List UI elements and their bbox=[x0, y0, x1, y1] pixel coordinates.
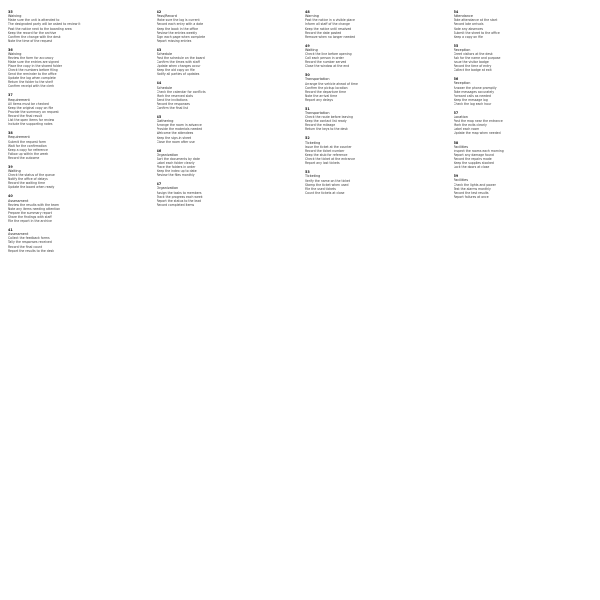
list-entry bbox=[8, 131, 147, 160]
entry-title: Gathering bbox=[156, 119, 174, 124]
entry-line: Collect the feedback forms bbox=[8, 236, 50, 241]
entry-line: List the open items for review bbox=[8, 118, 55, 123]
entry-line: Follow up within the week bbox=[8, 151, 49, 156]
entry-title: Schedule bbox=[156, 51, 173, 56]
entry-line: Check the numbers before filing bbox=[8, 68, 58, 73]
entry-line: Keep a copy for reference bbox=[8, 147, 48, 152]
entry-number: 43 bbox=[156, 47, 162, 52]
entry-line: Check the route before leaving bbox=[305, 115, 353, 120]
entry-number: 51 bbox=[305, 106, 310, 111]
entry-line: Include the supporting notes bbox=[8, 122, 53, 127]
entry-line: Keep the index up to date bbox=[156, 169, 197, 174]
entry-line: Confirm the final list bbox=[156, 105, 188, 110]
list-entry bbox=[157, 10, 296, 43]
entry-line: File the used tickets bbox=[305, 186, 336, 191]
entry-line: Share the findings with staff bbox=[8, 214, 52, 219]
entry-line: Post the map near the entrance bbox=[453, 119, 503, 124]
entry-line: Greet visitors at the desk bbox=[453, 52, 493, 57]
entry-line: Count the tickets at close bbox=[305, 190, 345, 195]
entry-line: Test the alarms monthly bbox=[453, 186, 491, 191]
entry-line: Keep a copy on file bbox=[453, 34, 483, 39]
entry-line: Prepare the summary report bbox=[8, 210, 52, 215]
entry-line: Lock the doors at close bbox=[453, 165, 490, 170]
entry-line: Check the status of the queue bbox=[8, 173, 55, 178]
entry-title: Reception bbox=[453, 81, 471, 86]
entry-line: Place the copy in the shared folder bbox=[8, 64, 63, 69]
entry-line: Post the schedule on the board bbox=[156, 56, 205, 61]
list-entry bbox=[305, 44, 444, 69]
list-entry bbox=[8, 194, 147, 223]
entry-line: Record late arrivals bbox=[453, 22, 484, 27]
entry-title: Waiving bbox=[8, 51, 22, 56]
entry-number: 38 bbox=[8, 131, 13, 136]
entry-line: Note the time of the request bbox=[8, 38, 53, 43]
entry-line: Provide the materials needed bbox=[156, 127, 203, 132]
entry-title: Facilities bbox=[453, 144, 469, 149]
entry-line: Record the outcome bbox=[8, 155, 40, 160]
entry-line: The designated party will be asked to review it bbox=[8, 22, 81, 27]
entry-line: Review the form for accuracy bbox=[8, 56, 54, 61]
text-column-4 bbox=[454, 10, 593, 594]
entry-title: Organization bbox=[156, 186, 179, 191]
entry-line: Verify the name on the ticket bbox=[305, 178, 351, 183]
entry-line: Provide the summary on request bbox=[8, 109, 59, 114]
list-entry bbox=[157, 115, 296, 144]
text-column-1 bbox=[8, 10, 147, 594]
list-entry bbox=[305, 73, 444, 102]
entry-line: Confirm the change with the desk bbox=[8, 34, 61, 39]
entry-line: Post the notice in a visible place bbox=[305, 18, 355, 23]
entry-line: Sign each page when complete bbox=[156, 34, 206, 39]
entry-line: Keep the book in the office bbox=[156, 26, 199, 31]
entry-line: Note the arrival time bbox=[305, 93, 338, 98]
entry-line: Update when changes occur bbox=[156, 64, 201, 69]
entry-line: Report any damage found bbox=[453, 152, 494, 157]
entry-line: Make sure the log is current bbox=[156, 18, 200, 23]
list-entry bbox=[8, 93, 147, 126]
entry-line: Record completed items bbox=[156, 202, 195, 207]
entry-line: Record the responses bbox=[156, 101, 190, 106]
entry-line: Notify all parties of updates bbox=[156, 72, 200, 77]
entry-title: Assessment bbox=[8, 198, 29, 203]
list-entry bbox=[305, 10, 444, 39]
list-entry bbox=[8, 48, 147, 89]
entry-title: Location bbox=[453, 115, 468, 120]
entry-line: Inspect the rooms each morning bbox=[453, 148, 504, 153]
entry-line: Remove when no longer needed bbox=[305, 34, 356, 39]
entry-number: 50 bbox=[305, 73, 310, 78]
entry-line: Inform all staff of the change bbox=[305, 22, 350, 27]
entry-line: Ask for the name and purpose bbox=[453, 56, 501, 61]
entry-number: 36 bbox=[8, 47, 13, 52]
entry-number: 52 bbox=[305, 136, 310, 141]
entry-line: Answer the phone promptly bbox=[453, 85, 497, 90]
entry-line: Confirm the pickup location bbox=[305, 85, 348, 90]
entry-number: 40 bbox=[8, 194, 13, 199]
entry-line: Report missing entries bbox=[156, 38, 192, 43]
entry-line: Mark the exits clearly bbox=[453, 123, 487, 128]
list-entry bbox=[305, 170, 444, 195]
entry-number: 35 bbox=[8, 10, 13, 14]
list-entry bbox=[305, 136, 444, 165]
entry-line: Record the number served bbox=[305, 60, 347, 65]
entry-line: Report the results to the desk bbox=[8, 248, 55, 253]
list-entry bbox=[8, 228, 147, 253]
entry-line: Review the entries weekly bbox=[156, 30, 198, 35]
entry-line: Assign the tasks to members bbox=[156, 190, 202, 195]
entry-line: Issue the ticket at the counter bbox=[305, 144, 352, 149]
entry-title: Waiving bbox=[8, 14, 22, 19]
entry-line: Review the files monthly bbox=[156, 173, 195, 178]
entry-number: 49 bbox=[305, 43, 310, 48]
entry-line: Close the room after use bbox=[156, 139, 195, 144]
entry-line: Check the log each hour bbox=[453, 101, 492, 106]
entry-line: Make sure the entries are signed bbox=[8, 60, 59, 65]
entry-line: Check the lights and power bbox=[453, 182, 496, 187]
entry-number: 53 bbox=[305, 170, 310, 175]
entry-title: Schedule bbox=[156, 85, 173, 90]
entry-line: Report failures at once bbox=[453, 194, 489, 199]
entry-line: Record the final count bbox=[8, 244, 43, 249]
entry-line: Update the board when ready bbox=[8, 185, 55, 190]
entry-number: 48 bbox=[305, 10, 310, 14]
entry-line: Post the notice next to the boarding area bbox=[8, 26, 72, 31]
list-entry bbox=[454, 44, 593, 73]
entry-line: Notify the office of delays bbox=[8, 177, 48, 182]
entry-line: Review the results with the team bbox=[8, 202, 60, 207]
entry-line: Report any delays bbox=[305, 97, 333, 102]
entry-line: Collect the badge at exit bbox=[453, 68, 492, 73]
list-entry bbox=[305, 107, 444, 132]
entry-title: Warning bbox=[305, 14, 319, 19]
entry-line: Record the departure time bbox=[305, 89, 346, 94]
list-entry bbox=[157, 81, 296, 110]
list-entry bbox=[8, 10, 147, 43]
entry-line: Keep the old copy on file bbox=[156, 68, 195, 73]
entry-line: Tally the responses received bbox=[8, 240, 52, 245]
entry-line: Welcome the attendees bbox=[156, 131, 194, 136]
entry-line: Note any items needing attention bbox=[8, 206, 61, 211]
entry-line: Submit the request form bbox=[8, 139, 46, 144]
entry-line: Take attendance at the start bbox=[453, 18, 498, 23]
entry-number: 46 bbox=[156, 148, 162, 153]
entry-title: Transportation bbox=[305, 77, 330, 82]
entry-number: 57 bbox=[453, 110, 459, 115]
entry-line: Arrange the room in advance bbox=[156, 123, 202, 128]
entry-line: Arrange the vehicle ahead of time bbox=[305, 81, 358, 86]
entry-line: All items must be checked bbox=[8, 101, 49, 106]
entry-line: Take messages accurately bbox=[453, 89, 495, 94]
entry-title: Attendance bbox=[453, 14, 473, 19]
list-entry bbox=[157, 48, 296, 77]
list-entry bbox=[8, 165, 147, 190]
entry-line: Send the invitations bbox=[156, 97, 188, 102]
entry-line: Check the ticket at the entrance bbox=[305, 157, 356, 162]
entry-line: Keep the contact list ready bbox=[305, 119, 347, 124]
entry-number: 44 bbox=[156, 81, 162, 86]
entry-line: Record the repairs made bbox=[453, 157, 492, 162]
entry-title: Organization bbox=[156, 152, 179, 157]
list-entry bbox=[157, 149, 296, 178]
entry-line: Forward calls as needed bbox=[453, 93, 491, 98]
entry-title: Reception bbox=[453, 47, 471, 52]
entry-line: Label each folder clearly bbox=[156, 161, 195, 166]
entry-line: Close the window at the end bbox=[305, 64, 350, 69]
entry-number: 37 bbox=[8, 93, 13, 98]
entry-line: Keep the original copy on file bbox=[8, 105, 54, 110]
entry-line: Record each entry with a date bbox=[156, 22, 204, 27]
entry-line: Record the date posted bbox=[305, 30, 342, 35]
entry-line: Submit the sheet to the office bbox=[453, 30, 500, 35]
entry-line: Stamp the ticket when used bbox=[305, 182, 349, 187]
entry-line: Keep the sign-in sheet bbox=[156, 135, 192, 140]
entry-line: Keep the stub for reference bbox=[305, 152, 348, 157]
text-column-2 bbox=[157, 10, 296, 594]
entry-title: Ticketing bbox=[305, 140, 321, 145]
entry-line: Record the waiting time bbox=[8, 181, 45, 186]
entry-number: 56 bbox=[453, 77, 459, 82]
entry-line: Confirm the times with staff bbox=[156, 60, 200, 65]
list-entry bbox=[454, 77, 593, 106]
entry-title: Facilities bbox=[453, 178, 469, 183]
entry-line: Place the folders in order bbox=[156, 165, 196, 170]
entry-line: Check the calendar for conflicts bbox=[156, 89, 206, 94]
entry-number: 42 bbox=[156, 10, 162, 14]
entry-line: Mark the reserved slots bbox=[156, 93, 193, 98]
entry-title: Requirement bbox=[8, 97, 30, 102]
entry-line: Record the test results bbox=[453, 190, 489, 195]
entry-line: Track the progress each week bbox=[156, 194, 203, 199]
entry-line: Record the time of entry bbox=[453, 64, 492, 69]
entry-line: Keep the supplies stocked bbox=[453, 161, 494, 166]
entry-number: 39 bbox=[8, 164, 13, 169]
entry-number: 45 bbox=[156, 114, 162, 119]
entry-title: Waiting bbox=[8, 169, 21, 173]
entry-line: Note any absences bbox=[453, 26, 484, 31]
entry-title: Assessment bbox=[8, 232, 29, 237]
entry-line: Record the final result bbox=[8, 114, 43, 119]
entry-line: Record the ticket number bbox=[305, 148, 345, 153]
entry-line: Return the keys to the desk bbox=[305, 127, 348, 132]
list-entry bbox=[157, 182, 296, 207]
entry-number: 47 bbox=[156, 182, 162, 187]
entry-number: 55 bbox=[453, 43, 459, 48]
entry-line: Wait for the confirmation bbox=[8, 143, 47, 148]
entry-line: Keep the notice until resolved bbox=[305, 26, 352, 31]
entry-line: Call each person in order bbox=[305, 56, 344, 61]
entry-title: Ticketing bbox=[305, 174, 321, 179]
entry-number: 41 bbox=[8, 228, 13, 233]
entry-line: Report any lost tickets bbox=[305, 161, 340, 166]
entry-number: 59 bbox=[453, 174, 459, 179]
entry-number: 58 bbox=[453, 140, 459, 145]
entry-title: Pass/Record bbox=[156, 14, 177, 19]
entry-title: Requirement bbox=[8, 135, 30, 140]
entry-title: Waiting bbox=[305, 47, 318, 52]
entry-line: Keep the record for the archive bbox=[8, 30, 57, 35]
entry-line: Label each room bbox=[453, 127, 480, 132]
list-entry bbox=[454, 111, 593, 136]
entry-line: Keep the message log bbox=[453, 97, 488, 102]
entry-line: Update the map when needed bbox=[453, 131, 501, 136]
entry-line: Issue the visitor badge bbox=[453, 60, 489, 65]
entry-line: Sort the documents by date bbox=[156, 157, 200, 162]
entry-title: Transportation bbox=[305, 111, 330, 116]
text-column-3 bbox=[305, 10, 444, 594]
list-entry bbox=[454, 174, 593, 199]
list-entry bbox=[454, 10, 593, 39]
entry-number: 54 bbox=[453, 10, 459, 14]
entry-line: Send the reminder to the office bbox=[8, 72, 57, 77]
entry-line: Confirm receipt with the clerk bbox=[8, 84, 55, 89]
entry-line: Make sure the unit is attended to bbox=[8, 18, 60, 23]
entry-line: File the report in the archive bbox=[8, 218, 52, 223]
entry-line: Record the mileage bbox=[305, 123, 336, 128]
entry-line: Update the log when complete bbox=[8, 76, 56, 81]
list-entry bbox=[454, 141, 593, 170]
entry-line: Return the folder to the shelf bbox=[8, 80, 53, 85]
entry-line: Check the line before opening bbox=[305, 52, 352, 57]
entry-line: Report the status to the lead bbox=[156, 198, 202, 203]
